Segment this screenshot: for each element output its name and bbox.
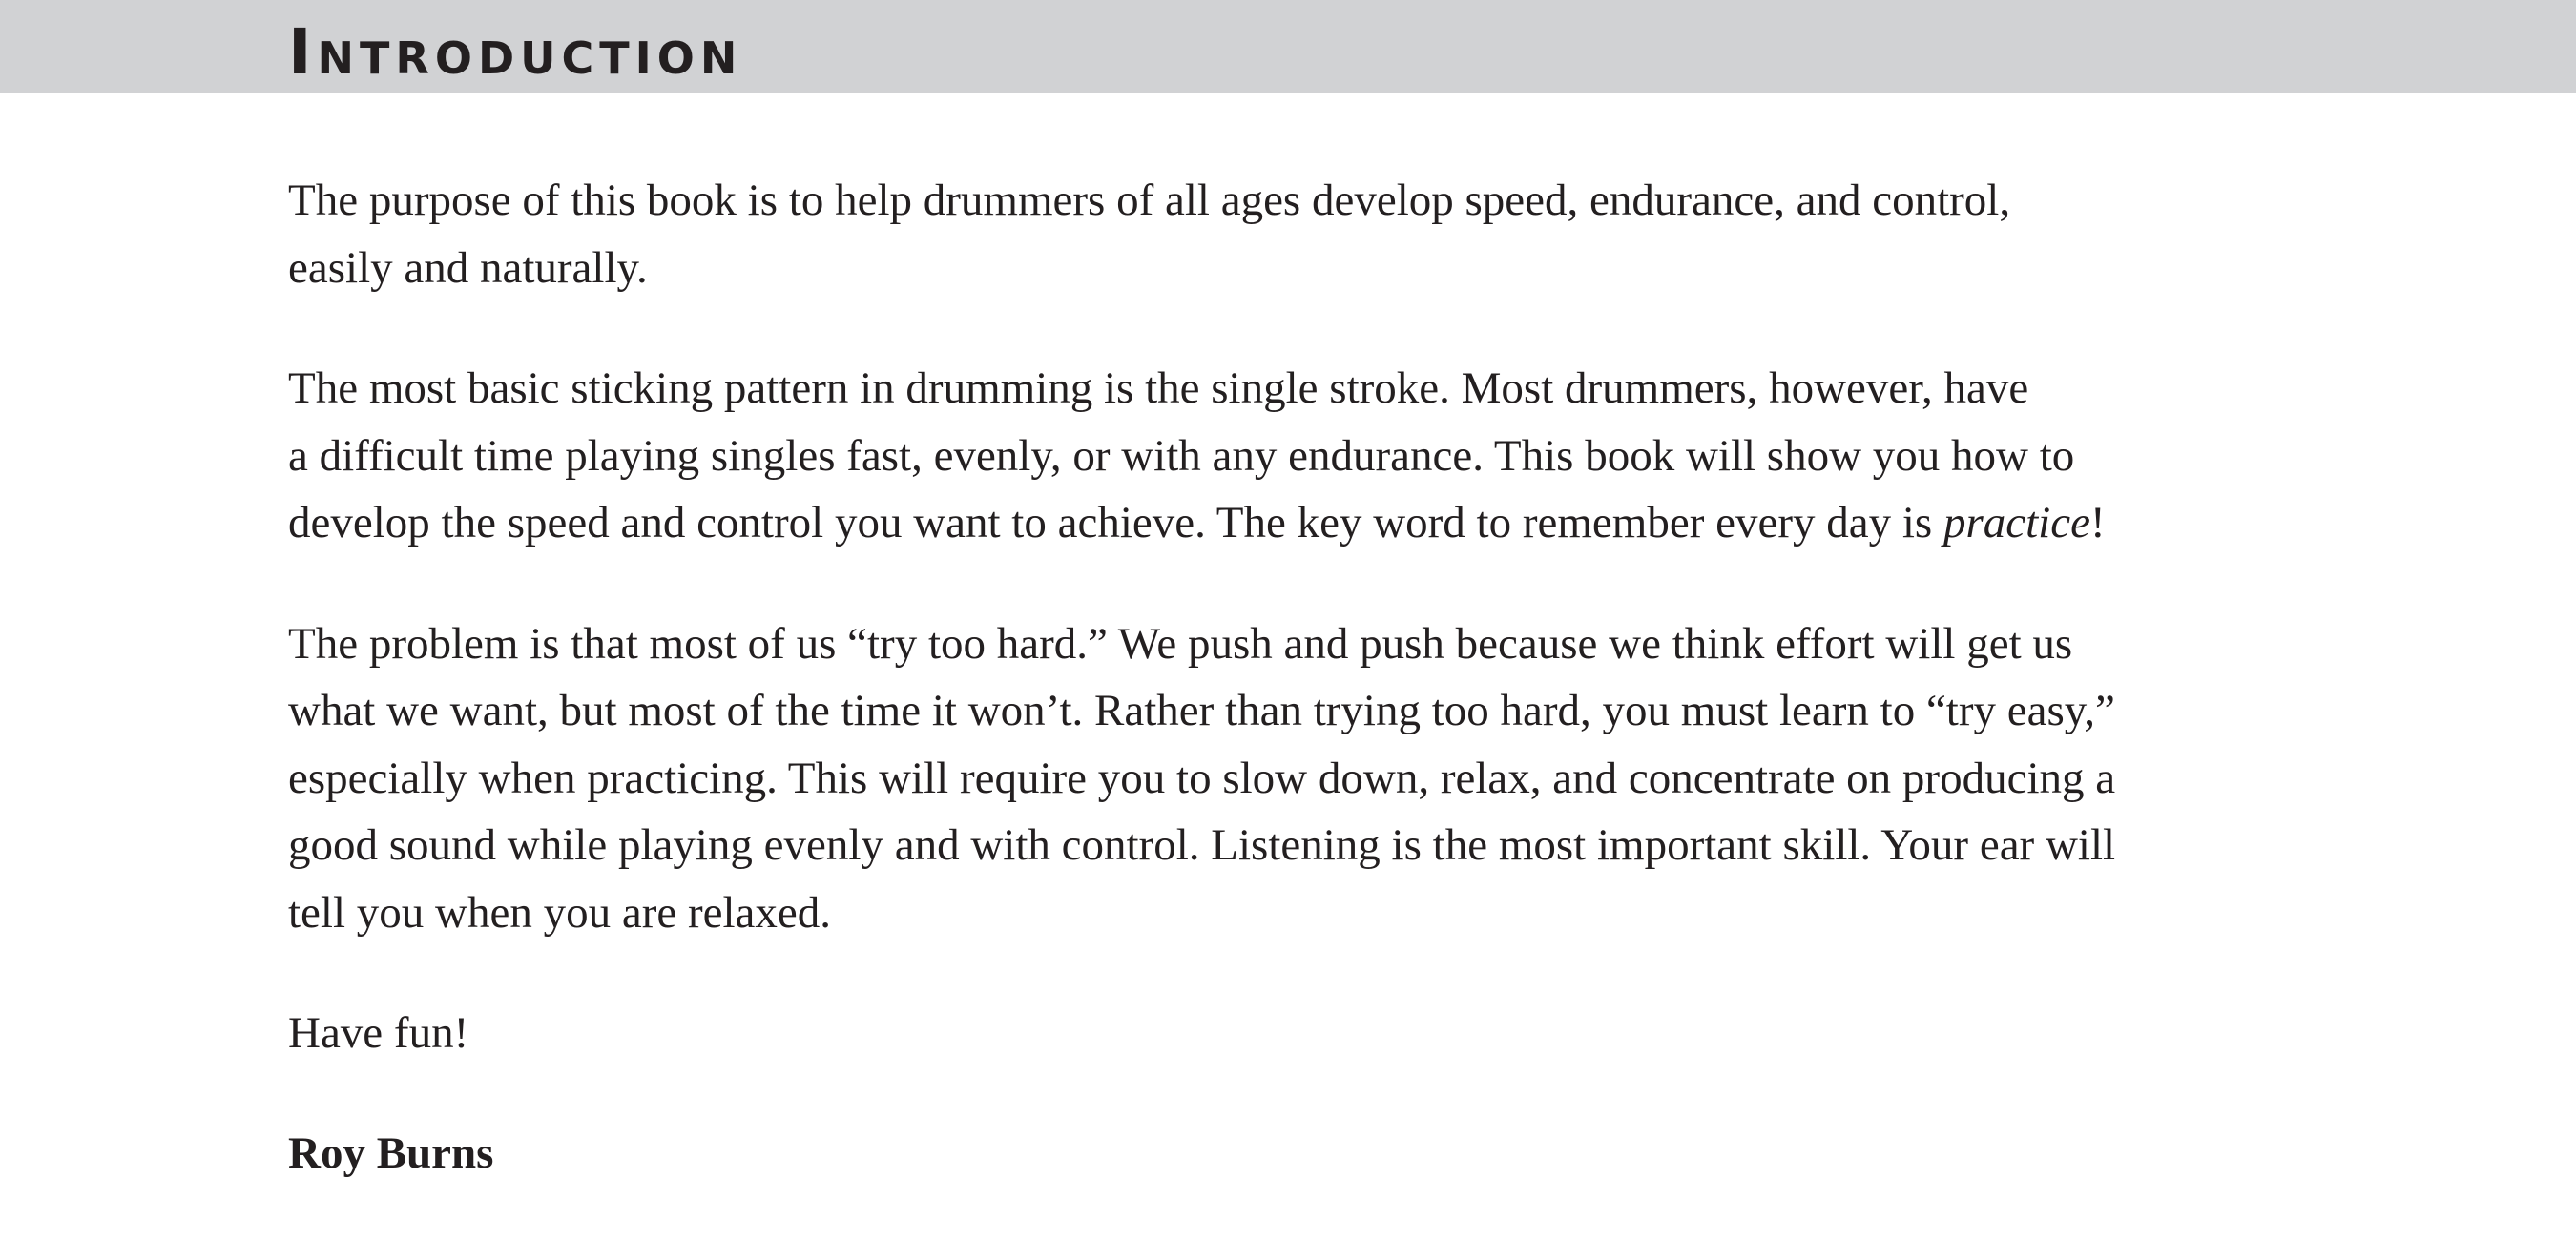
text-segment: develop the speed and control you want to achieve. The key word to remember every day is bbox=[288, 498, 1943, 548]
paragraph-single-stroke bbox=[288, 355, 2339, 557]
text-line: a difficult time playing singles fast, evenly, or with any endurance. This book will show you how to bbox=[288, 430, 2075, 481]
paragraph-purpose bbox=[288, 167, 2339, 301]
author-name: Roy Burns bbox=[288, 1127, 494, 1178]
closing-line: Have fun! bbox=[288, 1008, 469, 1058]
text-line: especially when practicing. This will require you to slow down, relax, and concentrate on producing a bbox=[288, 753, 2116, 803]
text-line: tell you when you are relaxed. bbox=[288, 887, 832, 938]
text-line: The purpose of this book is to help drummers of all ages develop speed, endurance, and control, bbox=[288, 176, 2011, 225]
intro-body bbox=[288, 167, 2339, 1240]
text-line: good sound while playing evenly and with control. Listening is the most important skill. Your ear will bbox=[288, 820, 2116, 870]
text-line: easily and naturally. bbox=[288, 242, 648, 293]
exclamation: ! bbox=[2089, 498, 2106, 548]
text-line: The problem is that most of us “try too hard.” We push and push because we think effort will get us bbox=[288, 618, 2073, 669]
text-line-with-emphasis bbox=[288, 489, 2339, 557]
emphasis-practice: practice bbox=[1942, 498, 2090, 548]
text-line: The most basic sticking pattern in drumming is the single stroke. Most drummers, however, have bbox=[288, 363, 2029, 413]
header-band bbox=[0, 0, 2576, 93]
text-line: what we want, but most of the time it won’t. Rather than trying too hard, you must learn to “try easy,” bbox=[288, 686, 2115, 735]
paragraph-try-easy bbox=[288, 610, 2339, 947]
page-title: Introduction bbox=[288, 15, 743, 89]
